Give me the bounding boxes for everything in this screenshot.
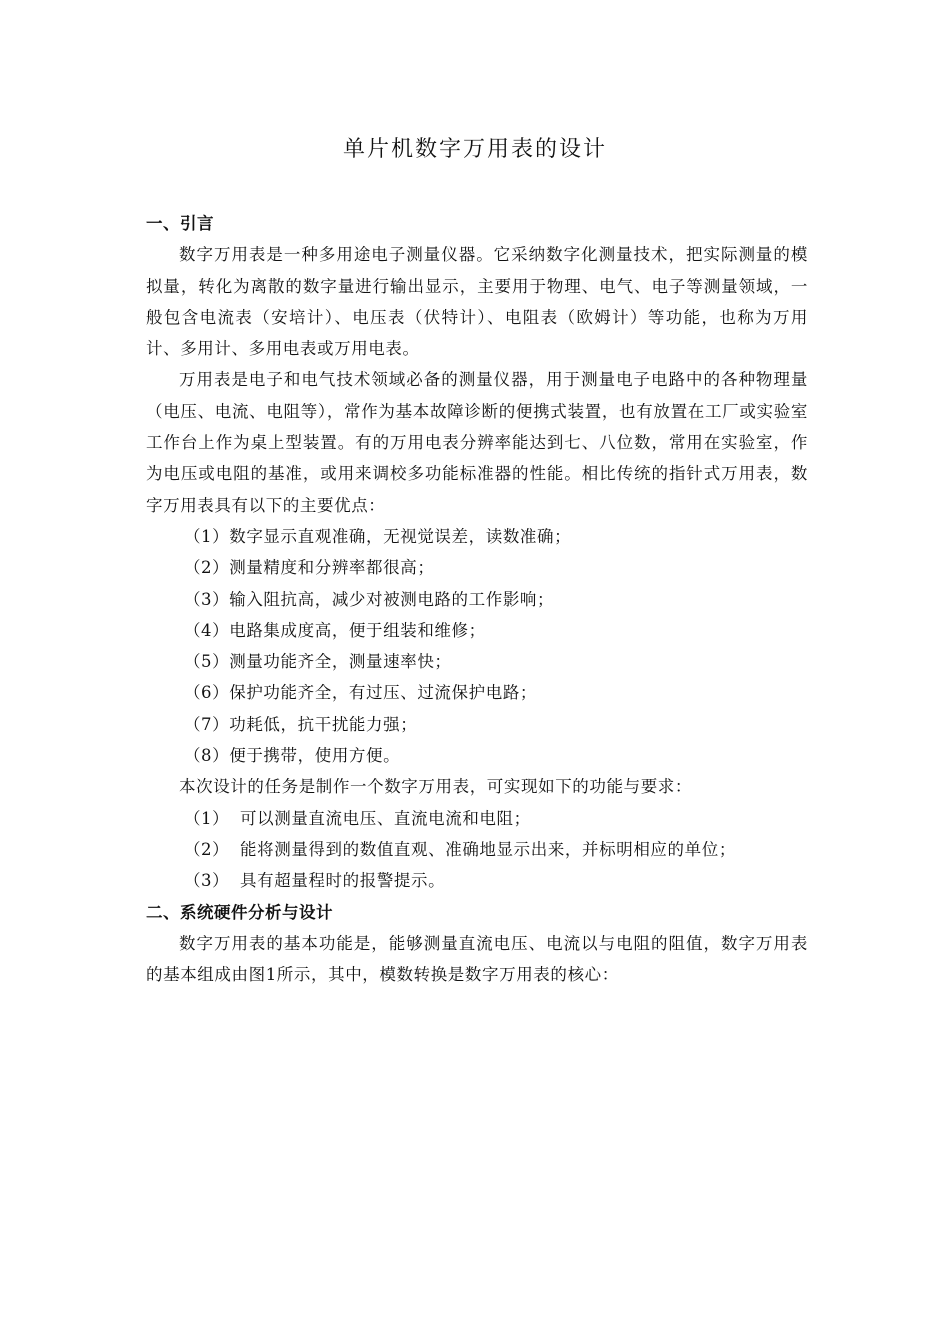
section-1-paragraph-3: 本次设计的任务是制作一个数字万用表，可实现如下的功能与要求： bbox=[179, 777, 692, 797]
requirement-number: （3） bbox=[183, 871, 230, 891]
advantage-item: （5）测量功能齐全，测量速率快； bbox=[183, 652, 452, 672]
section-1-paragraph-1: 数字万用表是一种多用途电子测量仪器。它采纳数字化测量技术，把实际测量的模拟量，转化为离散的数字量进行输出显示，主要用于物理、电气、电子等测量领域，一般包含电流表（安培计）、电压表（伏特计）、电阻表（欧姆计）等功能，也称为万用计、多用计、多用电表或万用电表。 bbox=[146, 245, 808, 359]
requirement-number: （2） bbox=[183, 839, 230, 859]
section-1-paragraph-2: 万用表是电子和电气技术领域必备的测量仪器，用于测量电子电路中的各种物理量（电压、电流、电阻等），常作为基本故障诊断的便携式装置，也有放置在工厂或实验室工作台上作为桌上型装置。有的万用电表分辨率能达到七、八位数，常用在实验室，作为电压或电阻的基准，或用来调校多功能标准器的性能。相比传统的指针式万用表，数字万用表具有以下的主要优点： bbox=[146, 370, 808, 515]
document-title: 单片机数字万用表的设计 bbox=[342, 137, 607, 162]
document-body bbox=[146, 208, 808, 990]
requirement-item bbox=[146, 803, 808, 834]
requirement-item bbox=[146, 834, 808, 865]
section-2-paragraph-1: 数字万用表的基本功能是，能够测量直流电压、电流以与电阻的阻值，数字万用表的基本组成由图1所示，其中，模数转换是数字万用表的核心： bbox=[146, 933, 808, 985]
advantage-item: （8）便于携带，使用方便。 bbox=[183, 746, 401, 766]
advantage-item: （7）功耗低，抗干扰能力强； bbox=[183, 714, 418, 734]
requirement-number: （1） bbox=[183, 808, 230, 828]
advantage-item: （2）测量精度和分辨率都很高； bbox=[183, 558, 435, 578]
requirement-text: 能将测量得到的数值直观、准确地显示出来，并标明相应的单位； bbox=[240, 839, 736, 859]
section-1-heading: 一、引言 bbox=[146, 214, 214, 233]
requirement-item bbox=[146, 865, 808, 896]
advantage-item: （4）电路集成度高，便于组装和维修； bbox=[183, 620, 486, 640]
advantage-item: （1）数字显示直观准确，无视觉误差，读数准确； bbox=[183, 526, 572, 546]
advantage-item: （6）保护功能齐全，有过压、过流保护电路； bbox=[183, 683, 538, 703]
section-2-heading: 二、系统硬件分析与设计 bbox=[146, 902, 333, 922]
requirement-text: 具有超量程时的报警提示。 bbox=[240, 871, 446, 891]
advantage-item: （3）输入阻抗高，减少对被测电路的工作影响； bbox=[183, 589, 555, 609]
requirement-text: 可以测量直流电压、直流电流和电阻； bbox=[240, 808, 531, 828]
